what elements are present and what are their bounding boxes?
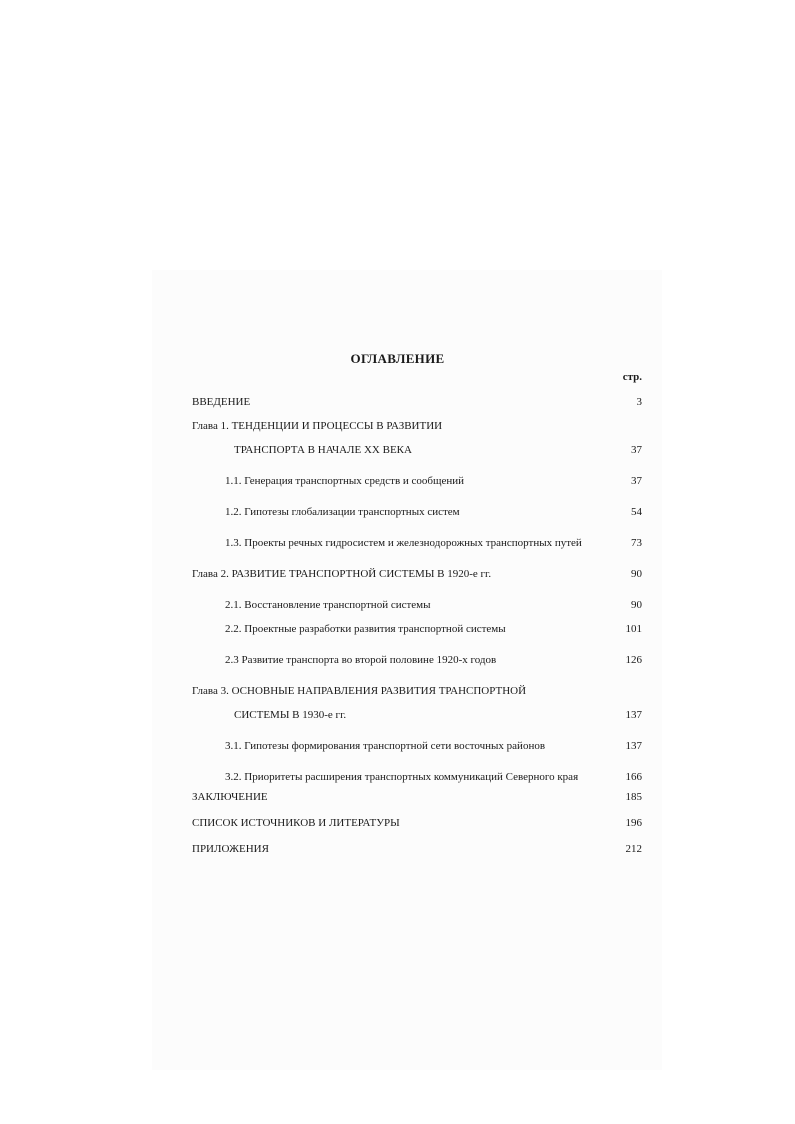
toc-entry-title: СИСТЕМЫ В 1930-е гг.: [234, 709, 347, 721]
toc-entry[interactable]: [0, 683, 795, 699]
toc-entry[interactable]: [0, 769, 795, 785]
toc-entry-title: ТРАНСПОРТА В НАЧАЛЕ XX ВЕКА: [234, 444, 412, 456]
toc-entry-page: 137: [625, 740, 642, 752]
toc-entry-title: ПРИЛОЖЕНИЯ: [192, 843, 269, 855]
toc-entry-page: 90: [631, 599, 642, 611]
toc-entry-page: 54: [631, 506, 642, 518]
toc-entry[interactable]: [0, 535, 795, 551]
toc-entry-title: Глава 1. ТЕНДЕНЦИИ И ПРОЦЕССЫ В РАЗВИТИИ: [192, 420, 443, 432]
toc-entry-page: 90: [631, 568, 642, 580]
toc-entry-title: ЗАКЛЮЧЕНИЕ: [192, 791, 268, 803]
toc-entry-page: 3: [636, 396, 642, 408]
toc-entry[interactable]: [0, 841, 795, 857]
toc-entry-page: 185: [625, 791, 642, 803]
toc-entry-page: 196: [625, 817, 642, 829]
toc-entry-title: 3.1. Гипотезы формирования транспортной сети восточных районов: [225, 740, 546, 752]
toc-entry-page: 37: [631, 444, 642, 456]
toc-entry[interactable]: [0, 707, 795, 723]
toc-entry-title: СПИСОК ИСТОЧНИКОВ И ЛИТЕРАТУРЫ: [192, 817, 400, 829]
scanned-page-area: [152, 270, 662, 1070]
toc-entry[interactable]: [0, 815, 795, 831]
toc-entry-page: 212: [625, 843, 642, 855]
toc-entry[interactable]: [0, 442, 795, 458]
toc-title: ОГЛАВЛЕНИЕ: [350, 351, 445, 366]
toc-entry[interactable]: [0, 394, 795, 410]
toc-entry[interactable]: [0, 621, 795, 637]
toc-entry-page: 166: [625, 771, 642, 783]
toc-entry-page: 37: [631, 475, 642, 487]
toc-entry-title: 1.1. Генерация транспортных средств и сообщений: [225, 475, 465, 487]
toc-entry-title: 1.2. Гипотезы глобализации транспортных систем: [225, 506, 460, 518]
toc-entry[interactable]: [0, 738, 795, 754]
toc-entry-title: 2.1. Восстановление транспортной системы: [225, 599, 431, 611]
toc-entry[interactable]: [0, 652, 795, 668]
toc-entry[interactable]: [0, 566, 795, 582]
toc-entry-page: 137: [625, 709, 642, 721]
toc-entry[interactable]: [0, 504, 795, 520]
toc-entry-title: 1.3. Проекты речных гидросистем и железнодорожных транспортных путей: [225, 537, 582, 549]
toc-entry-title: Глава 3. ОСНОВНЫЕ НАПРАВЛЕНИЯ РАЗВИТИЯ ТРАНСПОРТНОЙ: [192, 685, 527, 697]
toc-entry-title: 2.3 Развитие транспорта во второй половине 1920-х годов: [225, 654, 497, 666]
toc-entry-title: ВВЕДЕНИЕ: [192, 396, 251, 408]
toc-entry[interactable]: [0, 473, 795, 489]
toc-entry-page: 126: [625, 654, 642, 666]
toc-entry-page: 101: [625, 623, 642, 635]
toc-entry-title: 2.2. Проектные разработки развития транспортной системы: [225, 623, 506, 635]
toc-entry[interactable]: [0, 418, 795, 434]
toc-entry[interactable]: [0, 789, 795, 805]
toc-entry-title: 3.2. Приоритеты расширения транспортных коммуникаций Северного края: [225, 771, 579, 783]
toc-entry[interactable]: [0, 597, 795, 613]
toc-entry-title: Глава 2. РАЗВИТИЕ ТРАНСПОРТНОЙ СИСТЕМЫ В 1920-е гг.: [192, 568, 492, 580]
toc-entry-page: 73: [631, 537, 642, 549]
page-column-label: стр.: [622, 371, 642, 383]
